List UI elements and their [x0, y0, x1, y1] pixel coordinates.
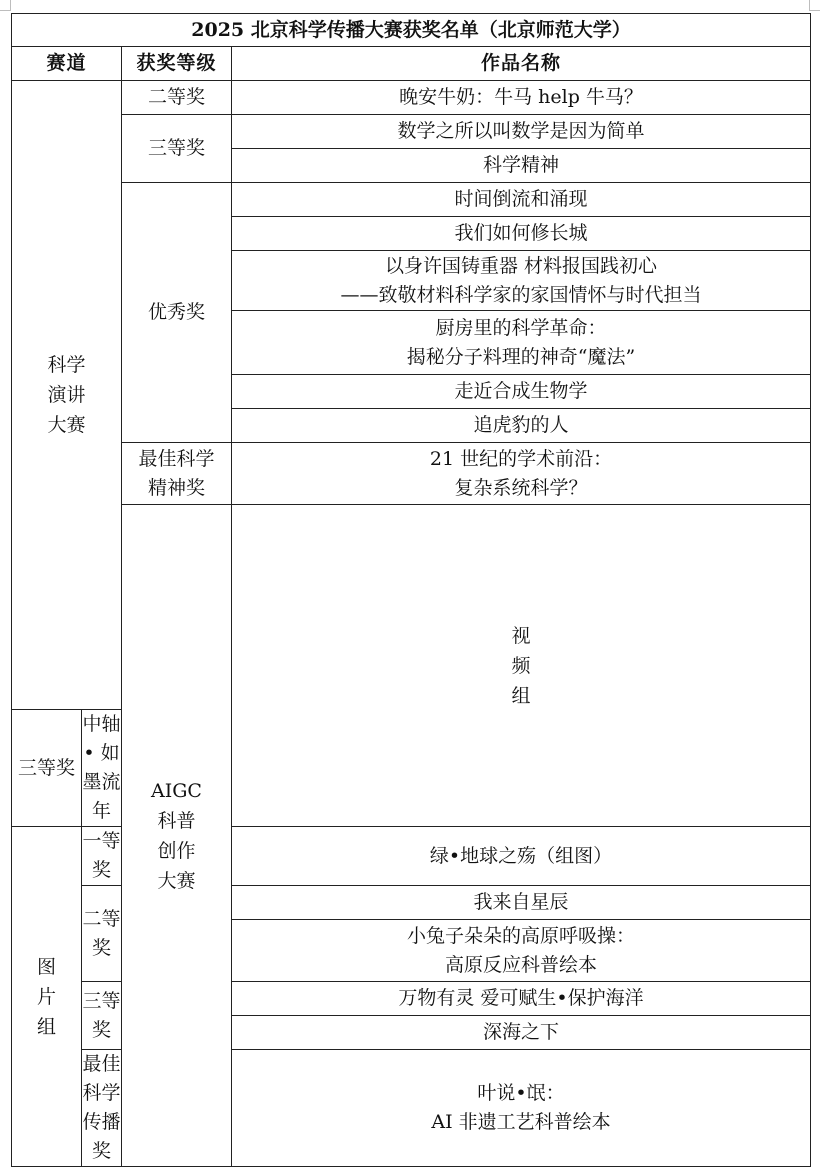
- work-name: 深海之下: [232, 1016, 811, 1050]
- group-image: [12, 827, 82, 1167]
- work-name: 晚安牛奶：牛马 help 牛马？: [232, 81, 811, 115]
- work-name-line: 揭秘分子料理的神奇“魔法”: [406, 345, 636, 368]
- track-name-line: AIGC: [151, 779, 202, 802]
- award-level-second: 二等奖: [82, 886, 122, 982]
- track-name-line: 科普: [157, 809, 196, 832]
- work-name-line: 叶说•氓：: [477, 1082, 565, 1104]
- work-name: 数学之所以叫数学是因为简单: [232, 115, 811, 149]
- work-name: [232, 311, 811, 375]
- work-name-line: ——致敬材料科学家的家国情怀与时代担当: [340, 283, 702, 306]
- award-level-first: 一等奖: [82, 827, 122, 886]
- award-level-third: 三等奖: [82, 982, 122, 1050]
- group-name-line: 频: [511, 654, 531, 677]
- work-name: 万物有灵 爱可赋生•保护海洋: [232, 982, 811, 1016]
- group-video: [232, 505, 811, 827]
- work-name: 走近合成生物学: [232, 375, 811, 409]
- work-name-line: 以身许国铸重器 材料报国践初心: [384, 254, 658, 277]
- margin-corner-mark-right: [809, 0, 820, 11]
- work-name: [232, 251, 811, 311]
- award-level-third: 三等奖: [12, 710, 82, 827]
- group-name-line: 组: [36, 1015, 56, 1038]
- header-work-name: 作品名称: [232, 47, 811, 81]
- work-name-line: 复杂系统科学？: [454, 476, 588, 499]
- work-name-line: 厨房里的科学革命：: [435, 316, 607, 339]
- work-name: 科学精神: [232, 149, 811, 183]
- work-name: 追虎豹的人: [232, 409, 811, 443]
- header-award-level: 获奖等级: [122, 47, 232, 81]
- award-level-line: 传播奖: [82, 1111, 121, 1162]
- work-name-line: 高原反应科普绘本: [444, 953, 597, 976]
- track-name-line: 科学: [47, 354, 86, 376]
- work-name: 我来自星辰: [232, 886, 811, 920]
- award-level-line: 最佳科学: [82, 1053, 121, 1104]
- award-level-best-spirit: [122, 443, 232, 505]
- work-name: [232, 920, 811, 982]
- group-name-line: 视: [511, 624, 531, 647]
- work-name-line: 21 世纪的学术前沿：: [429, 447, 613, 470]
- work-name: 我们如何修长城: [232, 217, 811, 251]
- award-level-excellent: 优秀奖: [122, 183, 232, 443]
- work-name: [232, 443, 811, 505]
- margin-corner-mark-left: [0, 0, 11, 11]
- table-title: 2025 北京科学传播大赛获奖名单（北京师范大学）: [12, 14, 811, 47]
- track-science-speech: [12, 81, 122, 710]
- work-name: 时间倒流和涌现: [232, 183, 811, 217]
- group-name-line: 图: [36, 955, 56, 978]
- group-name-line: 组: [511, 684, 531, 707]
- award-level-second: 二等奖: [122, 81, 232, 115]
- track-name-line: 大赛: [47, 414, 86, 436]
- award-level-third: 三等奖: [122, 115, 232, 183]
- work-name: [232, 1050, 811, 1167]
- work-name-line: 小兔子朵朵的高原呼吸操：: [406, 924, 635, 947]
- award-level-best-communication: [82, 1050, 122, 1167]
- track-aigc: [122, 505, 232, 1167]
- track-name-line: 大赛: [157, 869, 196, 892]
- work-name: 中轴 • 如墨流年: [82, 710, 122, 827]
- award-level-line: 最佳科学: [138, 447, 215, 470]
- header-track: 赛道: [12, 47, 122, 81]
- work-name: 绿•地球之殇（组图）: [232, 827, 811, 886]
- award-level-line: 精神奖: [147, 476, 205, 499]
- awards-table: [11, 13, 811, 1167]
- group-name-line: 片: [36, 985, 56, 1008]
- work-name-line: AI 非遗工艺科普绘本: [431, 1111, 611, 1133]
- track-name-line: 创作: [157, 839, 196, 862]
- track-name-line: 演讲: [47, 384, 86, 406]
